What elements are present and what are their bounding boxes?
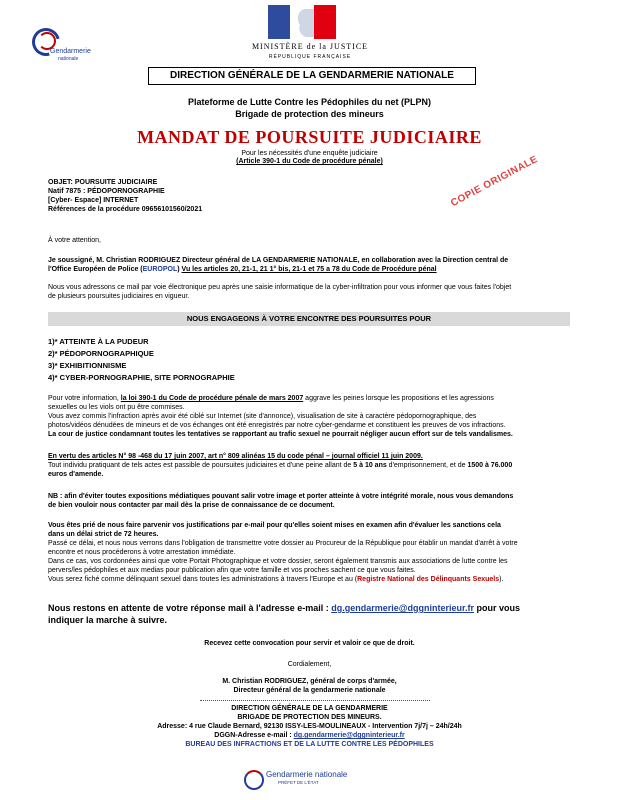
nb-paragraph <box>48 492 593 510</box>
info-line-3: Vous avez commis l'infraction après avoir été ciblé sur Internet (site d'annonce), visualisation de site à caractère pédopornographique, des <box>48 413 477 420</box>
justif-line-4: encontre et nous procéderons à votre arrestation immédiate. <box>48 549 236 556</box>
charge-item: 3)* EXHIBITIONNISME <box>48 361 127 370</box>
document-title: MANDAT DE POURSUITE JUDICIAIRE <box>137 127 482 147</box>
articles-line-1: En vertu des articles N° 98 -468 du 17 juin 2007, art n° 809 alinéas 15 du code pénal – journal officiel 11 juin 2009. <box>48 453 423 460</box>
objet-line-2: Natif 7875 : PÉDOPORNOGRAPHIE <box>48 188 165 195</box>
notification-line-1: Nous vous adressons ce mail par voie électronique peu après une saisie informatique de la cyber-infiltration pour vous informer que vous faites l'objet <box>48 284 512 291</box>
direction-box: DIRECTION GÉNÉRALE DE LA GENDARMERIE NATIONALE <box>148 67 476 85</box>
notification-paragraph <box>48 283 588 301</box>
footer-line-2: BRIGADE DE PROTECTION DES MINEURS. <box>237 714 382 721</box>
signature-block <box>0 677 619 695</box>
info-line-5: La cour de justice condamnant toutes les tentatives se rapportant au trafic sexuel ne pourrait négliger aucun effort sur de tels vandalismes. <box>48 431 513 438</box>
footer-emblem-icon <box>244 770 264 790</box>
articles-line-3: euros d'amende. <box>48 471 104 478</box>
signature-line-2: Directeur général de la gendarmerie nationale <box>233 687 386 694</box>
copie-originale-stamp: COPIE ORIGINALE <box>449 153 540 210</box>
signature-line-1: M. Christian RODRIGUEZ, général de corps d'armée, <box>222 678 397 685</box>
penalty-and: d'emprisonnement, et de <box>386 462 468 469</box>
footer-gendarmerie-logo <box>244 768 354 790</box>
intro-line-1: Je soussigné, M. Christian RODRIGUEZ Directeur général de LA GENDARMERIE NATIONALE, en collaboration avec la Direction central de <box>48 257 509 264</box>
flag-white <box>290 5 314 39</box>
flag-blue <box>268 5 290 39</box>
footer-line-3: Adresse: 4 rue Claude Bernard, 92130 ISSY-LES-MOULINEAUX - Intervention 7j/7j – 24h/24h <box>157 723 462 730</box>
footer-logo-name: Gendarmerie nationale <box>266 770 348 779</box>
platform-line-1: Plateforme de Lutte Contre les Pédophiles du net (PLPN) <box>187 97 432 107</box>
justif-line-6: pervers/les pédophiles et aux medias pour publication afin que votre famille et vos proches sachent ce que vous faites. <box>48 567 416 574</box>
objet-line-4: Références de la procédure 09656101560/2021 <box>48 206 203 213</box>
footer-email-link[interactable]: dg.gendarmerie@dggninterieur.fr <box>293 732 405 739</box>
articles-paragraph <box>48 452 593 479</box>
footer-line-4 <box>0 731 619 740</box>
footer-logo-sub: PRÉFET DE L'ÉTAT <box>278 780 319 785</box>
subtitle-line-1: Pour les nécessités d'une enquête judiciaire <box>241 150 378 157</box>
gendarmerie-logo-sub: nationale <box>58 56 79 62</box>
penalty-text: Tout individu pratiquant de tels actes est passible de poursuites judiciaires et d'une peine allant de <box>48 462 354 469</box>
footer-block <box>0 704 619 749</box>
charge-item: 4)* CYBER-PORNOGRAPHIE, SITE PORNOGRAPHIE <box>48 373 235 382</box>
email-line-1 <box>48 602 593 614</box>
footer-line-5: BUREAU DES INFRACTIONS ET DE LA LUTTE CONTRE LES PÉDOPHILES <box>185 741 434 748</box>
intro-office: l'Office Européen de Police ( <box>48 266 143 273</box>
info-line-1 <box>48 394 593 403</box>
footer-line-1: DIRECTION GÉNÉRALE DE LA GENDARMERIE <box>231 705 388 712</box>
justification-paragraph <box>48 521 593 584</box>
info-intro: Pour votre information, <box>48 395 121 402</box>
nb-line-1: NB : afin d'éviter toutes expositions médiatiques pouvant salir votre image et porter atteinte à votre intégrité morale, nous vous demandons <box>48 493 514 500</box>
platform-line-2: Brigade de protection des mineurs <box>235 109 384 119</box>
subtitle-line-2: (Article 390-1 du Code de procédure pénale) <box>236 158 383 165</box>
info-line-4: photos/vidéos dénudées de mineurs et de vos échanges ont été enregistrés par notre cyber-gendarme et constituent les preuves de vos infractions. <box>48 422 506 429</box>
charges-banner: NOUS ENGAGEONS À VOTRE ENCONTRE DES POURSUITES POUR <box>48 312 570 326</box>
attention-line: À votre attention, <box>48 237 101 244</box>
prison-duration: 5 à 10 ans <box>353 462 387 469</box>
registre-name: Registre National des Délinquants Sexuels <box>357 576 500 583</box>
gendarmerie-logo <box>20 28 90 74</box>
justif-line-5: Dans ce cas, vos cordonnées ainsi que votre Portait Photographique et votre dossier, seront également transmis aux associations de lutte contre les <box>48 558 508 565</box>
platform-heading <box>0 96 619 120</box>
charge-item: 2)* PÉDOPORNOGRAPHIQUE <box>48 349 154 358</box>
articles-line-2 <box>48 461 593 470</box>
intro-line-2 <box>48 265 578 274</box>
flag-red <box>314 5 336 39</box>
objet-line-3: [Cyber- Espace] INTERNET <box>48 197 139 204</box>
email-intro: Nous restons en attente de votre réponse mail à l'adresse e-mail : <box>48 603 332 613</box>
nb-line-2: de bien vouloir nous contacter par mail dès la prise de connaissance de ce document. <box>48 502 335 509</box>
email-line-2: indiquer la marche à suivre. <box>48 615 168 625</box>
ministry-sub: RÉPUBLIQUE FRANÇAISE <box>268 54 352 60</box>
articles-reference: Vu les articles 20, 21-1, 21 1° bis, 21-1 et 75 a 78 du Code de Procédure pénal <box>181 266 437 273</box>
gendarmerie-logo-name: Gendarmerie <box>50 48 91 55</box>
intro-close-paren: ) <box>177 266 182 273</box>
justif-line-2: dans un délai strict de 72 heures. <box>48 531 159 538</box>
email-pour-vous: pour vous <box>474 603 521 613</box>
marianne-profile-icon <box>290 5 314 39</box>
information-paragraph <box>48 394 593 439</box>
email-paragraph <box>48 602 593 626</box>
fiche-close: ). <box>499 576 504 583</box>
objet-line-1: OBJET: POURSUITE JUDICIAIRE <box>48 179 158 186</box>
objet-block <box>48 178 428 214</box>
justif-line-7 <box>48 575 593 584</box>
charge-item: 1)* ATTEINTE À LA PUDEUR <box>48 337 149 346</box>
fine-amount: 1500 à 76.000 <box>467 462 513 469</box>
email-link[interactable]: dg.gendarmerie@dggninterieur.fr <box>331 603 475 613</box>
marianne-logo <box>268 5 336 39</box>
signature-rule <box>200 700 430 701</box>
justif-line-1: Vous êtes prié de nous faire parvenir vos justifications par e-mail pour qu'elles soient mises en examen afin d'évaluer les sanctions cela <box>48 522 501 529</box>
footer-email-label: DGGN-Adresse e-mail : <box>214 732 294 739</box>
recevez-line: Recevez cette convocation pour servir et valoir ce que de droit. <box>204 640 415 647</box>
justif-line-3: Passé ce délai, et nous nous verrons dans l'obligation de transmettre votre dossier au Procureur de la République pour établir un mandat d'arrêt à votre <box>48 540 518 547</box>
ministry-name: MINISTÈRE de la JUSTICE <box>251 42 369 51</box>
fiche-text: Vous serez fiché comme délinquant sexuel dans toutes les administrations à travers l'Europe et au ( <box>48 576 358 583</box>
info-rest: aggrave les peines lorsque les propositions et les agressions <box>303 395 494 402</box>
info-line-2: sexuelles ou les viols ont pu être commises. <box>48 404 185 411</box>
law-reference: la loi 390-1 du Code de procédure pénale de mars 2007 <box>120 395 304 402</box>
cordialement-line: Cordialement, <box>287 661 332 668</box>
notification-line-2: de plusieurs poursuites judiciaires en vigueur. <box>48 293 190 300</box>
intro-paragraph <box>48 256 578 274</box>
europol-text: EUROPOL <box>142 266 178 273</box>
charges-list <box>48 336 235 384</box>
